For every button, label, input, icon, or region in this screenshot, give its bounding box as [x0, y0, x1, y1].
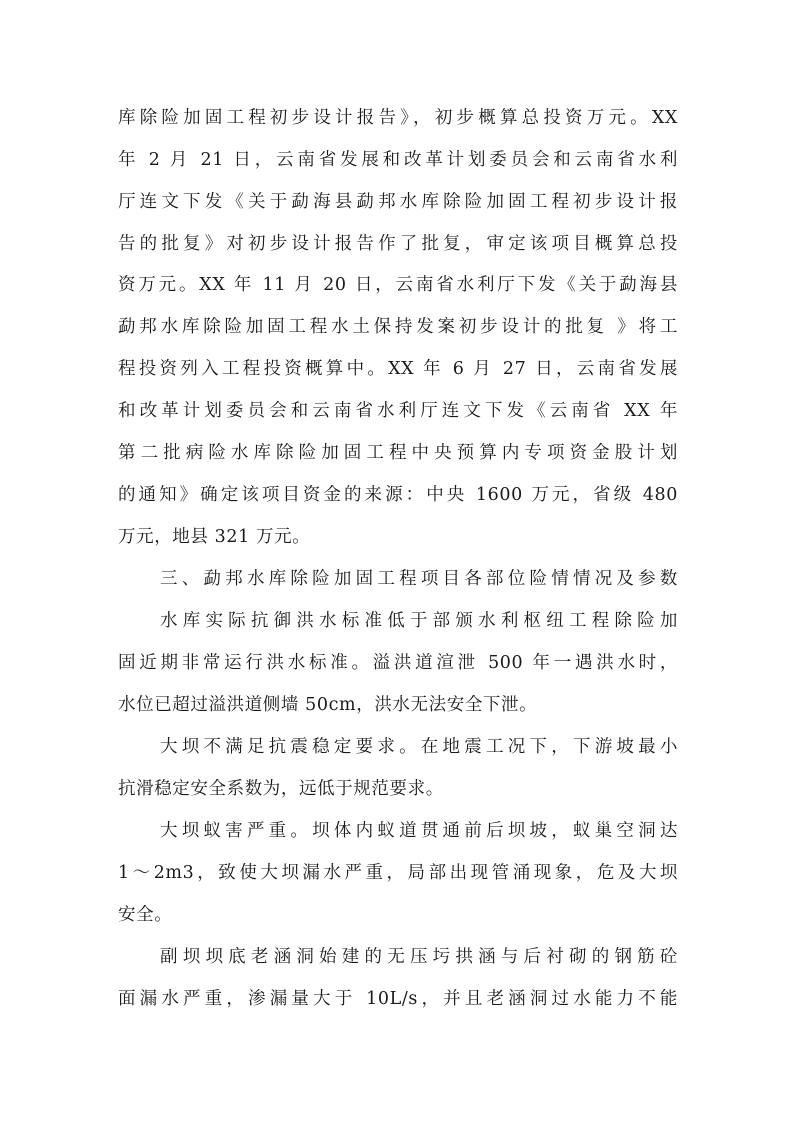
text-line: 大坝不满足抗震稳定要求。在地震工况下，下游坡最小: [160, 737, 678, 757]
text-line: 水位已超过溢洪道侧墙 50cm，洪水无法安全下泄。: [118, 695, 538, 715]
text-line: 面漏水严重，渗漏量大于 10L/s，并且老涵洞过水能力不能: [118, 989, 678, 1009]
text-line: 和改革计划委员会和云南省水利厅连文下发《云南省 XX 年: [118, 401, 678, 421]
text-line: 资万元。XX 年 11 月 20 日，云南省水利厅下发《关于勐海县: [118, 275, 678, 295]
text-line: 勐邦水库除险加固工程水土保持发案初步设计的批复 》将工: [118, 317, 678, 337]
text-line: 安全。: [118, 905, 173, 925]
text-line: 告的批复》对初步设计报告作了批复，审定该项目概算总投: [118, 234, 678, 254]
text-line: 副坝坝底老涵洞始建的无压圬拱涵与后衬砌的钢筋砼: [160, 947, 678, 967]
text-line: 抗滑稳定安全系数为，远低于规范要求。: [118, 779, 444, 799]
text-line: 库除险加固工程初步设计报告》，初步概算总投资万元。XX: [118, 108, 678, 128]
text-line: 大坝蚁害严重。坝体内蚁道贯通前后坝坡，蚁巢空洞达: [160, 821, 678, 841]
text-line: 年 2 月 21 日，云南省发展和改革计划委员会和云南省水利: [118, 150, 678, 170]
text-line: 固近期非常运行洪水标准。溢洪道渲泄 500 年一遇洪水时，: [118, 653, 678, 673]
text-line: 水库实际抗御洪水标准低于部颁水利枢纽工程除险加: [160, 611, 678, 631]
text-line: 第二批病险水库除险加固工程中央预算内专项资金股计划: [118, 443, 678, 463]
text-line: 1～2m3，致使大坝漏水严重，局部出现管涌现象，危及大坝: [118, 863, 678, 883]
section-heading: 三、勐邦水库除险加固工程项目各部位险情情况及参数: [160, 569, 678, 589]
text-line: 厅连文下发《关于勐海县勐邦水库除险加固工程初步设计报: [118, 192, 678, 212]
text-line: 程投资列入工程投资概算中。XX 年 6 月 27 日，云南省发展: [118, 359, 678, 379]
text-line: 的通知》确定该项目资金的来源：中央 1600 万元，省级 480: [118, 485, 678, 505]
text-line: 万元，地县 321 万元。: [118, 527, 311, 547]
